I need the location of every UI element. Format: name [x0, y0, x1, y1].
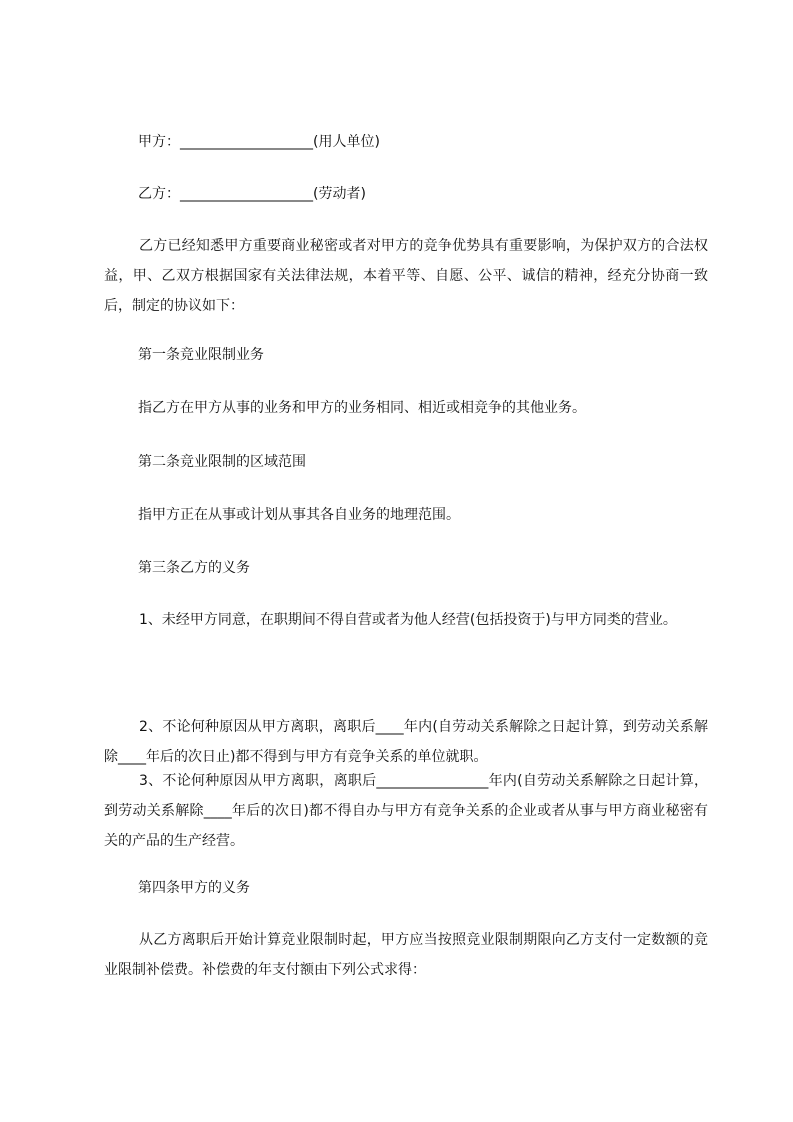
article3-title: 第三条乙方的义务 — [138, 560, 250, 576]
article4-body: 从乙方离职后开始计算竞业限制时起，甲方应当按照竞业限制期限向乙方支付一定数额的竞业限制补偿费。补偿费的年支付额由下列公式求得： — [104, 932, 708, 978]
party-a-role: (用人单位) — [313, 134, 380, 150]
party-b-blank: ___________________ — [180, 186, 313, 202]
party-a-label: 甲方： — [138, 134, 180, 150]
intro-paragraph: 乙方已经知悉甲方重要商业秘密或者对甲方的竞争优势具有重要影响，为保护双方的合法权益，甲、乙双方根据国家有关法律法规，本着平等、自愿、公平、诚信的精神，经充分协商一致后，制定的协议如下： — [104, 238, 708, 314]
article4-title: 第四条甲方的义务 — [138, 880, 250, 896]
article3-item-1: 1、未经甲方同意，在职期间不得自营或者为他人经营(包括投资于)与甲方同类的营业。 — [139, 612, 677, 628]
article1-body: 指乙方在甲方从事的业务和甲方的业务相同、相近或相竞争的其他业务。 — [138, 400, 586, 416]
party-a-blank: ___________________ — [180, 134, 313, 150]
article2-body: 指甲方正在从事或计划从事其各自业务的地理范围。 — [138, 507, 460, 523]
party-b-label: 乙方： — [138, 186, 180, 202]
party-b-role: (劳动者) — [313, 186, 366, 202]
article3-item-3: 3、不论何种原因从甲方离职，离职后________________年内(自劳动关系解除之日起计算，到劳动关系解除____年后的次日)都不得自办与甲方有竞争关系的企业或者从事与甲方商业秘密有关的产品的生产经营。 — [104, 773, 708, 849]
party-a-line — [138, 132, 380, 152]
article2-title: 第二条竞业限制的区域范围 — [138, 454, 306, 470]
article3-item-2: 2、不论何种原因从甲方离职，离职后____年内(自劳动关系解除之日起计算，到劳动关系解除____年后的次日止)都不得到与甲方有竞争关系的单位就职。 — [104, 719, 708, 765]
article1-title: 第一条竞业限制业务 — [138, 347, 264, 363]
party-b-line — [138, 184, 366, 204]
